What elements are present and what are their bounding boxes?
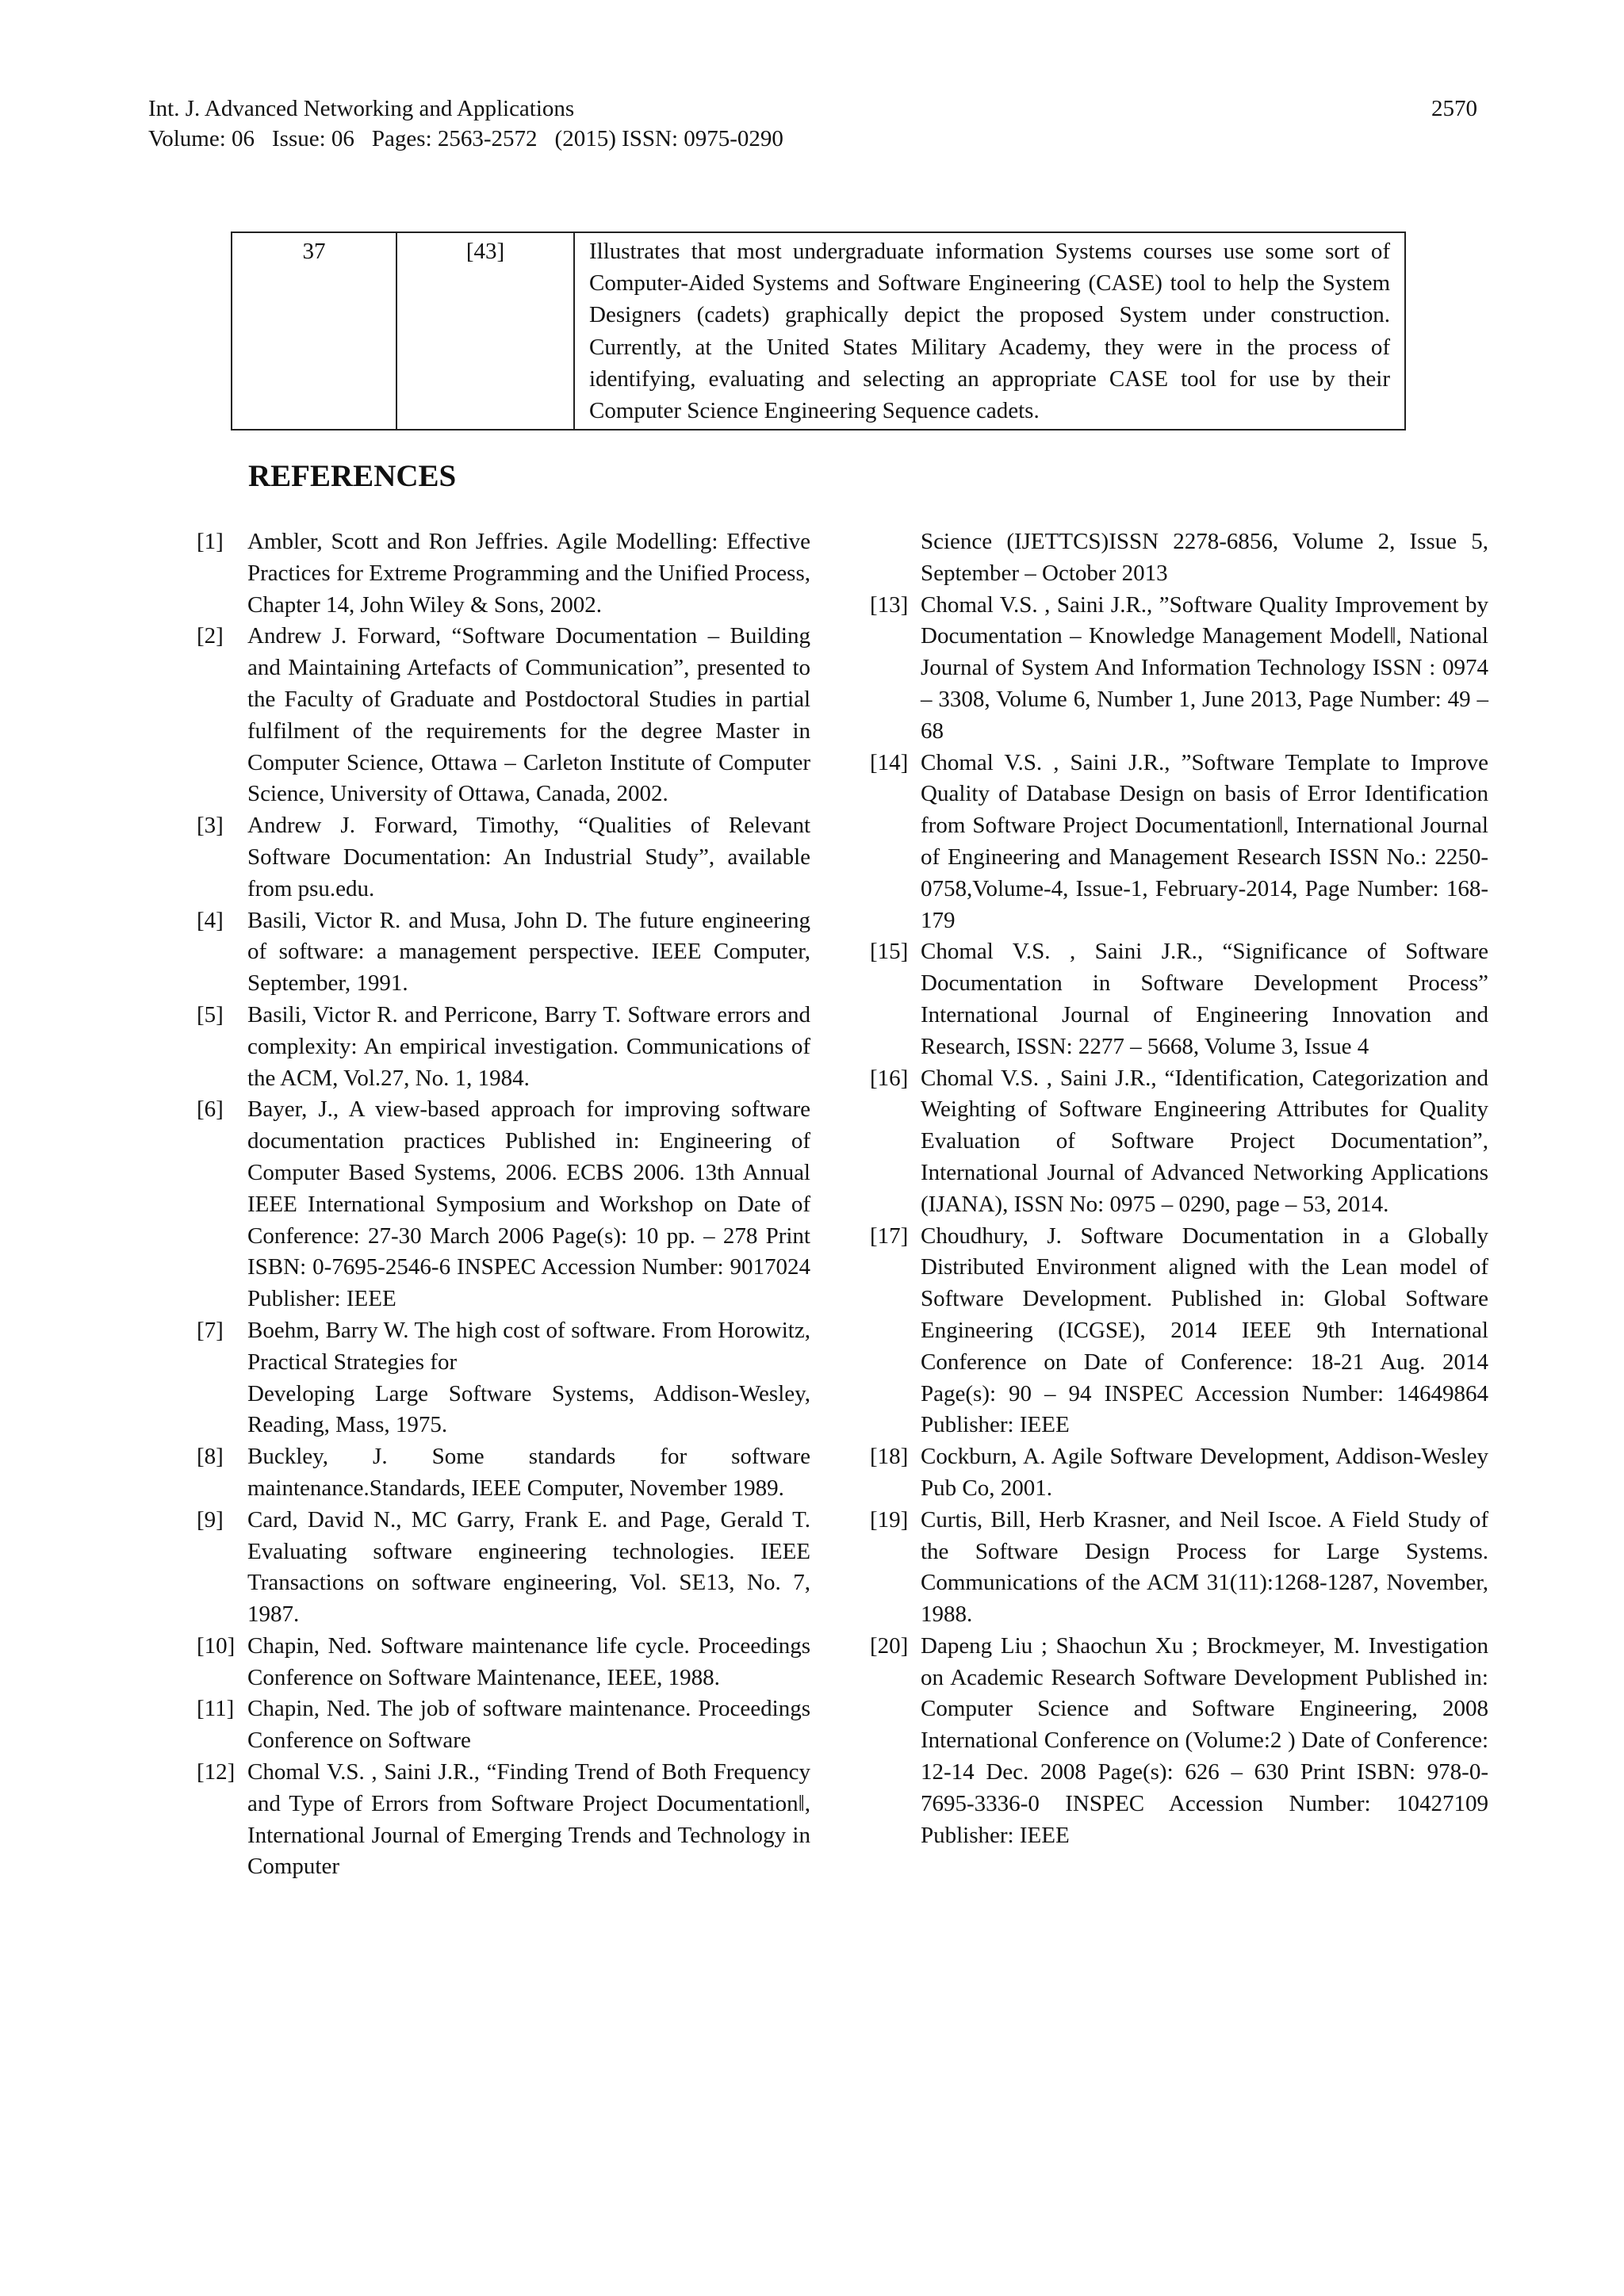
reference-text-line: Boehm, Barry W. The high cost of software. From Horowitz, Practical Strategies for — [247, 1317, 810, 1375]
reference-text: Chomal V.S. , Saini J.R., “Finding Trend of Both Frequency and Type of Errors from Software Project Documentation‖, International Journal of Emerging Trends and Technology in Computer — [247, 1759, 810, 1880]
summary-table — [231, 232, 1406, 430]
reference-item — [197, 1505, 810, 1631]
reference-item — [870, 1063, 1488, 1221]
reference-number: [5] — [197, 1001, 224, 1027]
reference-item — [197, 526, 810, 621]
reference-text: Card, David N., MC Garry, Frank E. and Page, Gerald T. Evaluating software engineering technologies. IEEE Transactions on software engineering, Vol. SE13, No. 7, 1987. — [247, 1506, 810, 1628]
volume-label: Volume: 06 — [148, 126, 255, 151]
reference-number: [13] — [870, 591, 909, 618]
reference-text: Bayer, J., A view-based approach for improving software documentation practices Published in: Engineering of Computer Based Systems, 2006. ECBS 2006. 13th Annual IEEE International Symposium and Workshop on Date of Conference: 27-30 March 2006 Page(s): 10 pp. – 278 Print ISBN: 0-7695-2546-6 INSPEC Accession Number: 9017024 Publisher: IEEE — [247, 1096, 810, 1312]
page-number: 2570 — [1431, 96, 1477, 121]
reference-text: Chomal V.S. , Saini J.R., “Significance of Software Documentation in Software Development Process” International Journal of Engineering Innovation and Research, ISSN: 2277 – 5668, Volume 3, Issue 4 — [921, 939, 1488, 1059]
reference-item — [197, 1094, 810, 1315]
row-ref-cell: [43] — [396, 232, 574, 430]
reference-item — [197, 621, 810, 810]
year-issn-label: (2015) ISSN: 0975-0290 — [554, 126, 783, 151]
reference-number: [4] — [197, 907, 224, 933]
reference-number: [11] — [197, 1696, 235, 1722]
reference-number: [18] — [870, 1444, 909, 1470]
references-right-column — [870, 526, 1488, 1851]
references-heading: REFERENCES — [248, 459, 457, 493]
reference-text: Chapin, Ned. Software maintenance life cycle. Proceedings Conference on Software Maintenance, IEEE, 1988. — [247, 1632, 810, 1690]
reference-number: [6] — [197, 1096, 224, 1123]
reference-item — [197, 1315, 810, 1441]
reference-number: [15] — [870, 939, 909, 965]
reference-item — [870, 1505, 1488, 1631]
reference-text: Curtis, Bill, Herb Krasner, and Neil Iscoe. A Field Study of the Software Design Process for Large Systems. Communications of the ACM 31(11):1268-1287, November, 1988. — [921, 1506, 1488, 1628]
reference-text: Choudhury, J. Software Documentation in a Globally Distributed Environment aligned with the Lean model of Software Development. Published in: Global Software Engineering (ICGSE), 2014 IEEE 9th International Conference on Date of Conference: 18-21 Aug. 2014 Page(s): 90 – 94 INSPEC Accession Number: 14649864 Publisher: IEEE — [921, 1223, 1488, 1438]
reference-text-line: Developing Large Software Systems, Addison-Wesley, Reading, Mass, 1975. — [247, 1380, 810, 1438]
reference-item — [870, 936, 1488, 1062]
reference-item — [870, 590, 1488, 748]
reference-item — [197, 905, 810, 1000]
reference-number: [7] — [197, 1317, 224, 1343]
journal-title: Int. J. Advanced Networking and Applications — [148, 96, 575, 121]
reference-text — [247, 1315, 810, 1441]
reference-number: [8] — [197, 1444, 224, 1470]
pages-label: Pages: 2563-2572 — [371, 126, 538, 151]
reference-item — [870, 1441, 1488, 1505]
reference-number: [10] — [197, 1632, 236, 1659]
reference-text: Andrew J. Forward, “Software Documentation – Building and Maintaining Artefacts of Communication”, presented to the Faculty of Graduate and Postdoctoral Studies in partial fulfilment of the requirements for the degree Master in Computer Science, Ottawa – Carleton Institute of Computer Science, University of Ottawa, Canada, 2002. — [247, 623, 810, 807]
table-row — [232, 232, 1405, 430]
reference-text: Cockburn, A. Agile Software Development, Addison-Wesley Pub Co, 2001. — [921, 1444, 1488, 1501]
reference-text: Chomal V.S. , Saini J.R., ”Software Quality Improvement by Documentation – Knowledge Management Model‖, National Journal of System And Information Technology ISSN : 0974 – 3308, Volume 6, Number 1, June 2013, Page Number: 49 – 68 — [921, 591, 1488, 744]
reference-item — [197, 1441, 810, 1505]
reference-text: Buckley, J. Some standards for software maintenance.Standards, IEEE Computer, November 1989. — [247, 1444, 810, 1501]
reference-number: [17] — [870, 1223, 909, 1249]
reference-number: [3] — [197, 813, 224, 839]
reference-number: [1] — [197, 529, 224, 554]
reference-item — [197, 1000, 810, 1094]
issue-line — [148, 124, 1477, 154]
reference-text: Chomal V.S. , Saini J.R., ”Software Template to Improve Quality of Database Design on basis of Error Identification from Software Project Documentation‖, International Journal of Engineering and Management Research ISSN No.: 2250-0758,Volume-4, Issue-1, February-2014, Page Number: 168-179 — [921, 749, 1488, 933]
reference-number: [19] — [870, 1506, 909, 1533]
page-header — [148, 94, 1477, 154]
reference-text: Basili, Victor R. and Musa, John D. The future engineering of software: a management perspective. IEEE Computer, September, 1991. — [247, 907, 810, 997]
reference-text: Basili, Victor R. and Perricone, Barry T. Software errors and complexity: An empirical investigation. Communications of the ACM, Vol.27, No. 1, 1984. — [247, 1001, 810, 1091]
reference-number: [9] — [197, 1506, 224, 1533]
reference-item — [870, 1631, 1488, 1852]
reference-item — [197, 1757, 810, 1883]
reference-item — [870, 1221, 1488, 1442]
reference-number: [14] — [870, 749, 909, 775]
reference-number: [16] — [870, 1065, 909, 1091]
reference-text: Chomal V.S. , Saini J.R., “Identification, Categorization and Weighting of Software Engineering Attributes for Quality Evaluation of Software Project Documentation”, International Journal of Advanced Networking Applications (IJANA), ISSN No: 0975 – 0290, page – 53, 2014. — [921, 1065, 1488, 1217]
reference-text: Chapin, Ned. The job of software maintenance. Proceedings Conference on Software — [247, 1696, 810, 1754]
reference-item — [197, 1693, 810, 1757]
reference-text: Dapeng Liu ; Shaochun Xu ; Brockmeyer, M. Investigation on Academic Research Software Development Published in: Computer Science and Software Engineering, 2008 International Conference on (Volume:2 ) Date of Conference: 12-14 Dec. 2008 Page(s): 626 – 630 Print ISBN: 978-0-7695-3336-0 INSPEC Accession Number: 10427109 Publisher: IEEE — [921, 1632, 1488, 1848]
reference-text: Ambler, Scott and Ron Jeffries. Agile Modelling: Effective Practices for Extreme Programming and the Unified Process, Chapter 14, John Wiley & Sons, 2002. — [247, 529, 810, 618]
reference-number: [12] — [197, 1759, 236, 1785]
references-left-column — [197, 526, 810, 1883]
reference-number: [2] — [197, 623, 224, 649]
reference-continuation: Science (IJETTCS)ISSN 2278-6856, Volume 2, Issue 5, September – October 2013 — [921, 529, 1488, 586]
row-description-cell: Illustrates that most undergraduate information Systems courses use some sort of Computer-Aided Systems and Software Engineering (CASE) tool to help the System Designers (cadets) graphically depict the proposed System under construction. Currently, at the United States Military Academy, they were in the process of identifying, evaluating and selecting an appropriate CASE tool for use by their Computer Science Engineering Sequence cadets. — [574, 232, 1405, 430]
reference-number: [20] — [870, 1632, 909, 1659]
row-index-cell: 37 — [232, 232, 396, 430]
reference-item — [197, 1631, 810, 1694]
reference-item — [197, 810, 810, 905]
reference-item — [870, 748, 1488, 937]
issue-label: Issue: 06 — [272, 126, 354, 151]
reference-text: Andrew J. Forward, Timothy, “Qualities of Relevant Software Documentation: An Industrial Study”, available from psu.edu. — [247, 813, 810, 901]
